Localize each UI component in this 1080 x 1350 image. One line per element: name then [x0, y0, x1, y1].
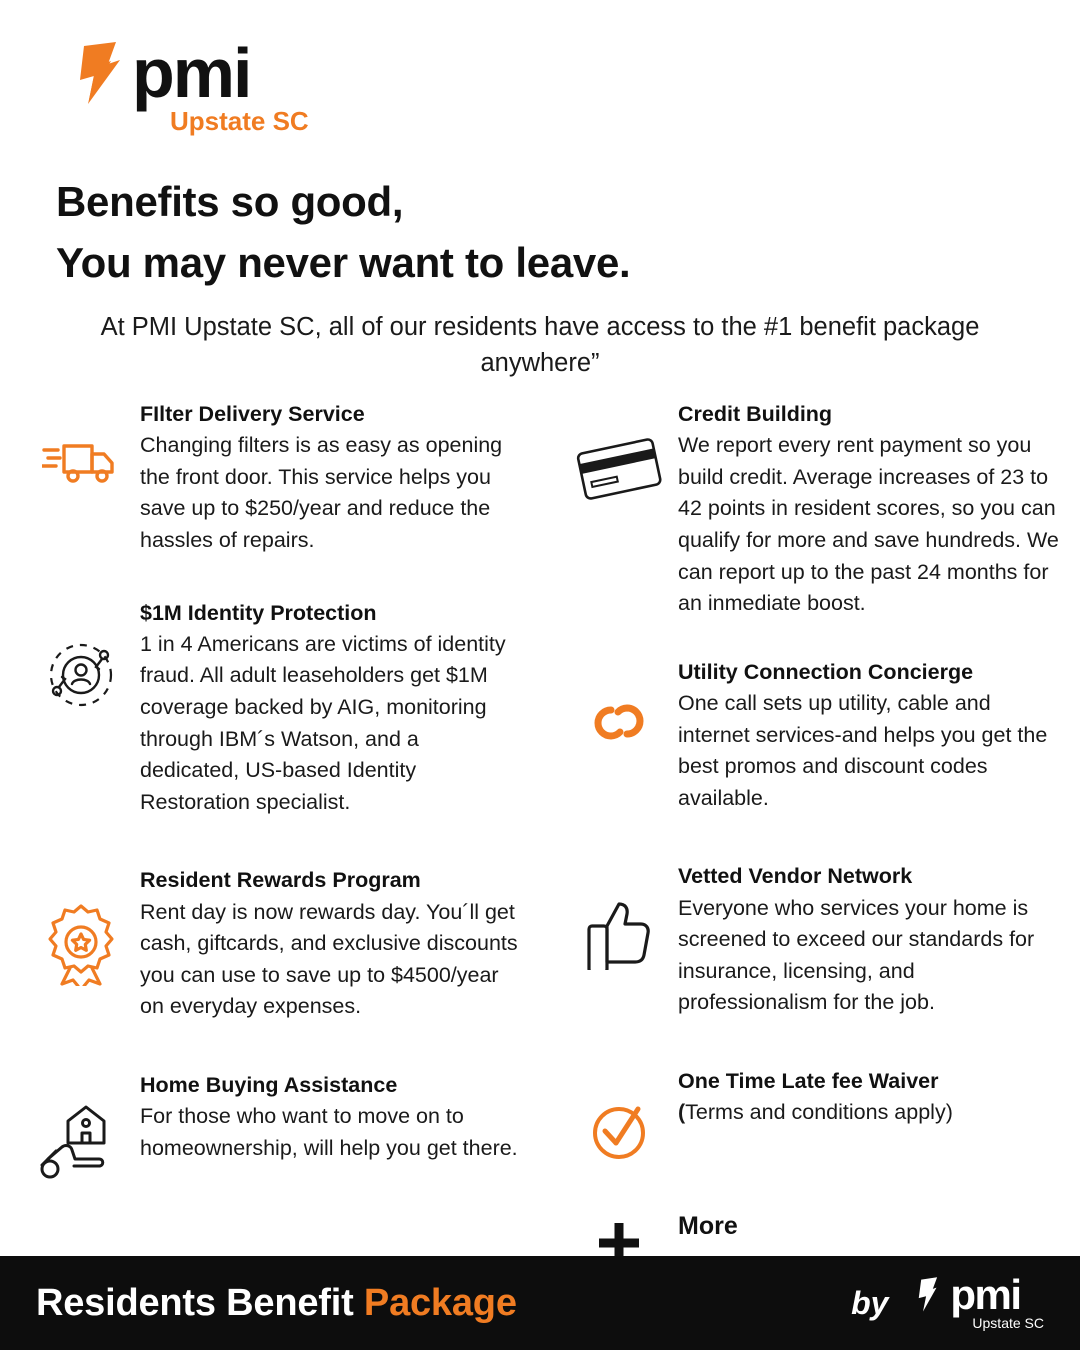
footer-title	[36, 1282, 517, 1325]
benefit-body: For those who want to move on to homeownership, will help you get there.	[140, 1104, 518, 1160]
benefit-body	[678, 1097, 953, 1129]
benefit-item-filter-delivery	[22, 398, 540, 557]
brand-logo	[78, 34, 309, 137]
footer-brand-logo-text: pmi	[950, 1270, 1021, 1318]
benefit-title: Resident Rewards Program	[140, 868, 421, 893]
brand-logo-row	[78, 34, 251, 112]
footer-brand-logo-row	[916, 1270, 1021, 1318]
footer-title-accent: Package	[363, 1281, 517, 1324]
benefit-item-credit-building	[560, 398, 1080, 620]
benefit-title: Credit Building	[678, 402, 833, 426]
benefit-title: Home Buying Assistance	[140, 1073, 398, 1098]
headline-line-2: You may never want to leave.	[56, 238, 631, 286]
benefit-body: We report every rent payment so you build credit. Average increases of 23 to 42 points in resident scores, so you can qualify for more and save hundreds. We can report up to the past 24 months for an inmediate boost.	[678, 433, 1059, 616]
benefit-body: One call sets up utility, cable and internet services-and helps you get the best promos and discount codes available.	[678, 691, 1048, 810]
page-title	[56, 172, 1016, 294]
headline-line-1: Benefits so good,	[56, 178, 404, 225]
benefit-title: Utility Connection Concierge	[678, 659, 974, 684]
benefits-column-right	[540, 398, 1080, 1269]
page-subtitle: At PMI Upstate SC, all of our residents have access to the #1 benefit package anywhere”	[100, 313, 980, 377]
benefit-item-utility-concierge	[560, 656, 1080, 815]
benefits-column-left	[0, 398, 540, 1269]
brand-logo-text: pmi	[132, 34, 251, 112]
benefit-title: One Time Late fee Waiver	[678, 1069, 939, 1094]
benefit-item-late-fee-waiver	[560, 1065, 1080, 1165]
benefit-body-bold: (	[678, 1100, 686, 1125]
benefit-item-identity-protection	[22, 597, 540, 819]
benefit-title: $1M Identity Protection	[140, 600, 377, 625]
brand-logo-subtitle: Upstate SC	[170, 106, 309, 136]
pmi-flag-icon	[78, 42, 126, 104]
pmi-flag-icon	[916, 1276, 946, 1314]
benefits-columns	[0, 398, 1080, 1269]
benefit-text	[678, 656, 1080, 815]
benefit-text	[140, 597, 540, 819]
more-label: More	[678, 1211, 738, 1240]
footer-brand-logo	[916, 1270, 1044, 1331]
footer-bar	[0, 1256, 1080, 1350]
benefit-body-rest: Terms and conditions apply)	[685, 1100, 953, 1125]
benefit-item-resident-rewards	[22, 864, 540, 1023]
footer-brand-logo-subtitle: Upstate SC	[972, 1314, 1044, 1331]
benefit-title: Vetted Vendor Network	[678, 864, 913, 889]
credit-card-icon	[560, 398, 678, 504]
footer-title-main: Residents Benefit	[36, 1281, 364, 1324]
chain-link-icon	[560, 656, 678, 754]
delivery-truck-icon	[22, 398, 140, 488]
benefit-text	[140, 398, 540, 557]
benefit-body: Changing filters is as easy as opening the front door. This service helps you save up to $250/year and reduce the hassles of repairs.	[140, 433, 503, 553]
benefit-text	[678, 1065, 969, 1129]
benefit-text	[140, 1069, 540, 1164]
benefit-text	[678, 860, 1080, 1019]
benefit-body: Rent day is now rewards day. You´ll get cash, giftcards, and exclusive discounts you can use to save up to $4500/year on everyday expenses.	[140, 899, 518, 1019]
award-ribbon-icon	[22, 864, 140, 986]
check-circle-icon	[560, 1065, 678, 1165]
thumbs-up-icon	[560, 860, 678, 970]
benefit-item-vetted-vendors	[560, 860, 1080, 1019]
benefit-title: FIlter Delivery Service	[140, 402, 365, 426]
benefit-item-home-buying	[22, 1069, 540, 1185]
footer-right	[851, 1270, 1044, 1331]
benefit-text	[678, 398, 1080, 620]
benefit-body: Everyone who services your home is screened to exceed our standards for insurance, licensing, and professionalism for the job.	[678, 895, 1035, 1015]
benefit-text	[140, 864, 540, 1023]
identity-protection-icon	[22, 597, 140, 717]
footer-by-label: by	[851, 1284, 889, 1321]
house-in-hand-icon	[22, 1069, 140, 1185]
benefit-body: 1 in 4 Americans are victims of identity fraud. All adult leaseholders get $1M coverage backed by AIG, monitoring through IBM´s Watson, and a dedicated, US-based Identity Restoration specialist.	[140, 631, 506, 814]
